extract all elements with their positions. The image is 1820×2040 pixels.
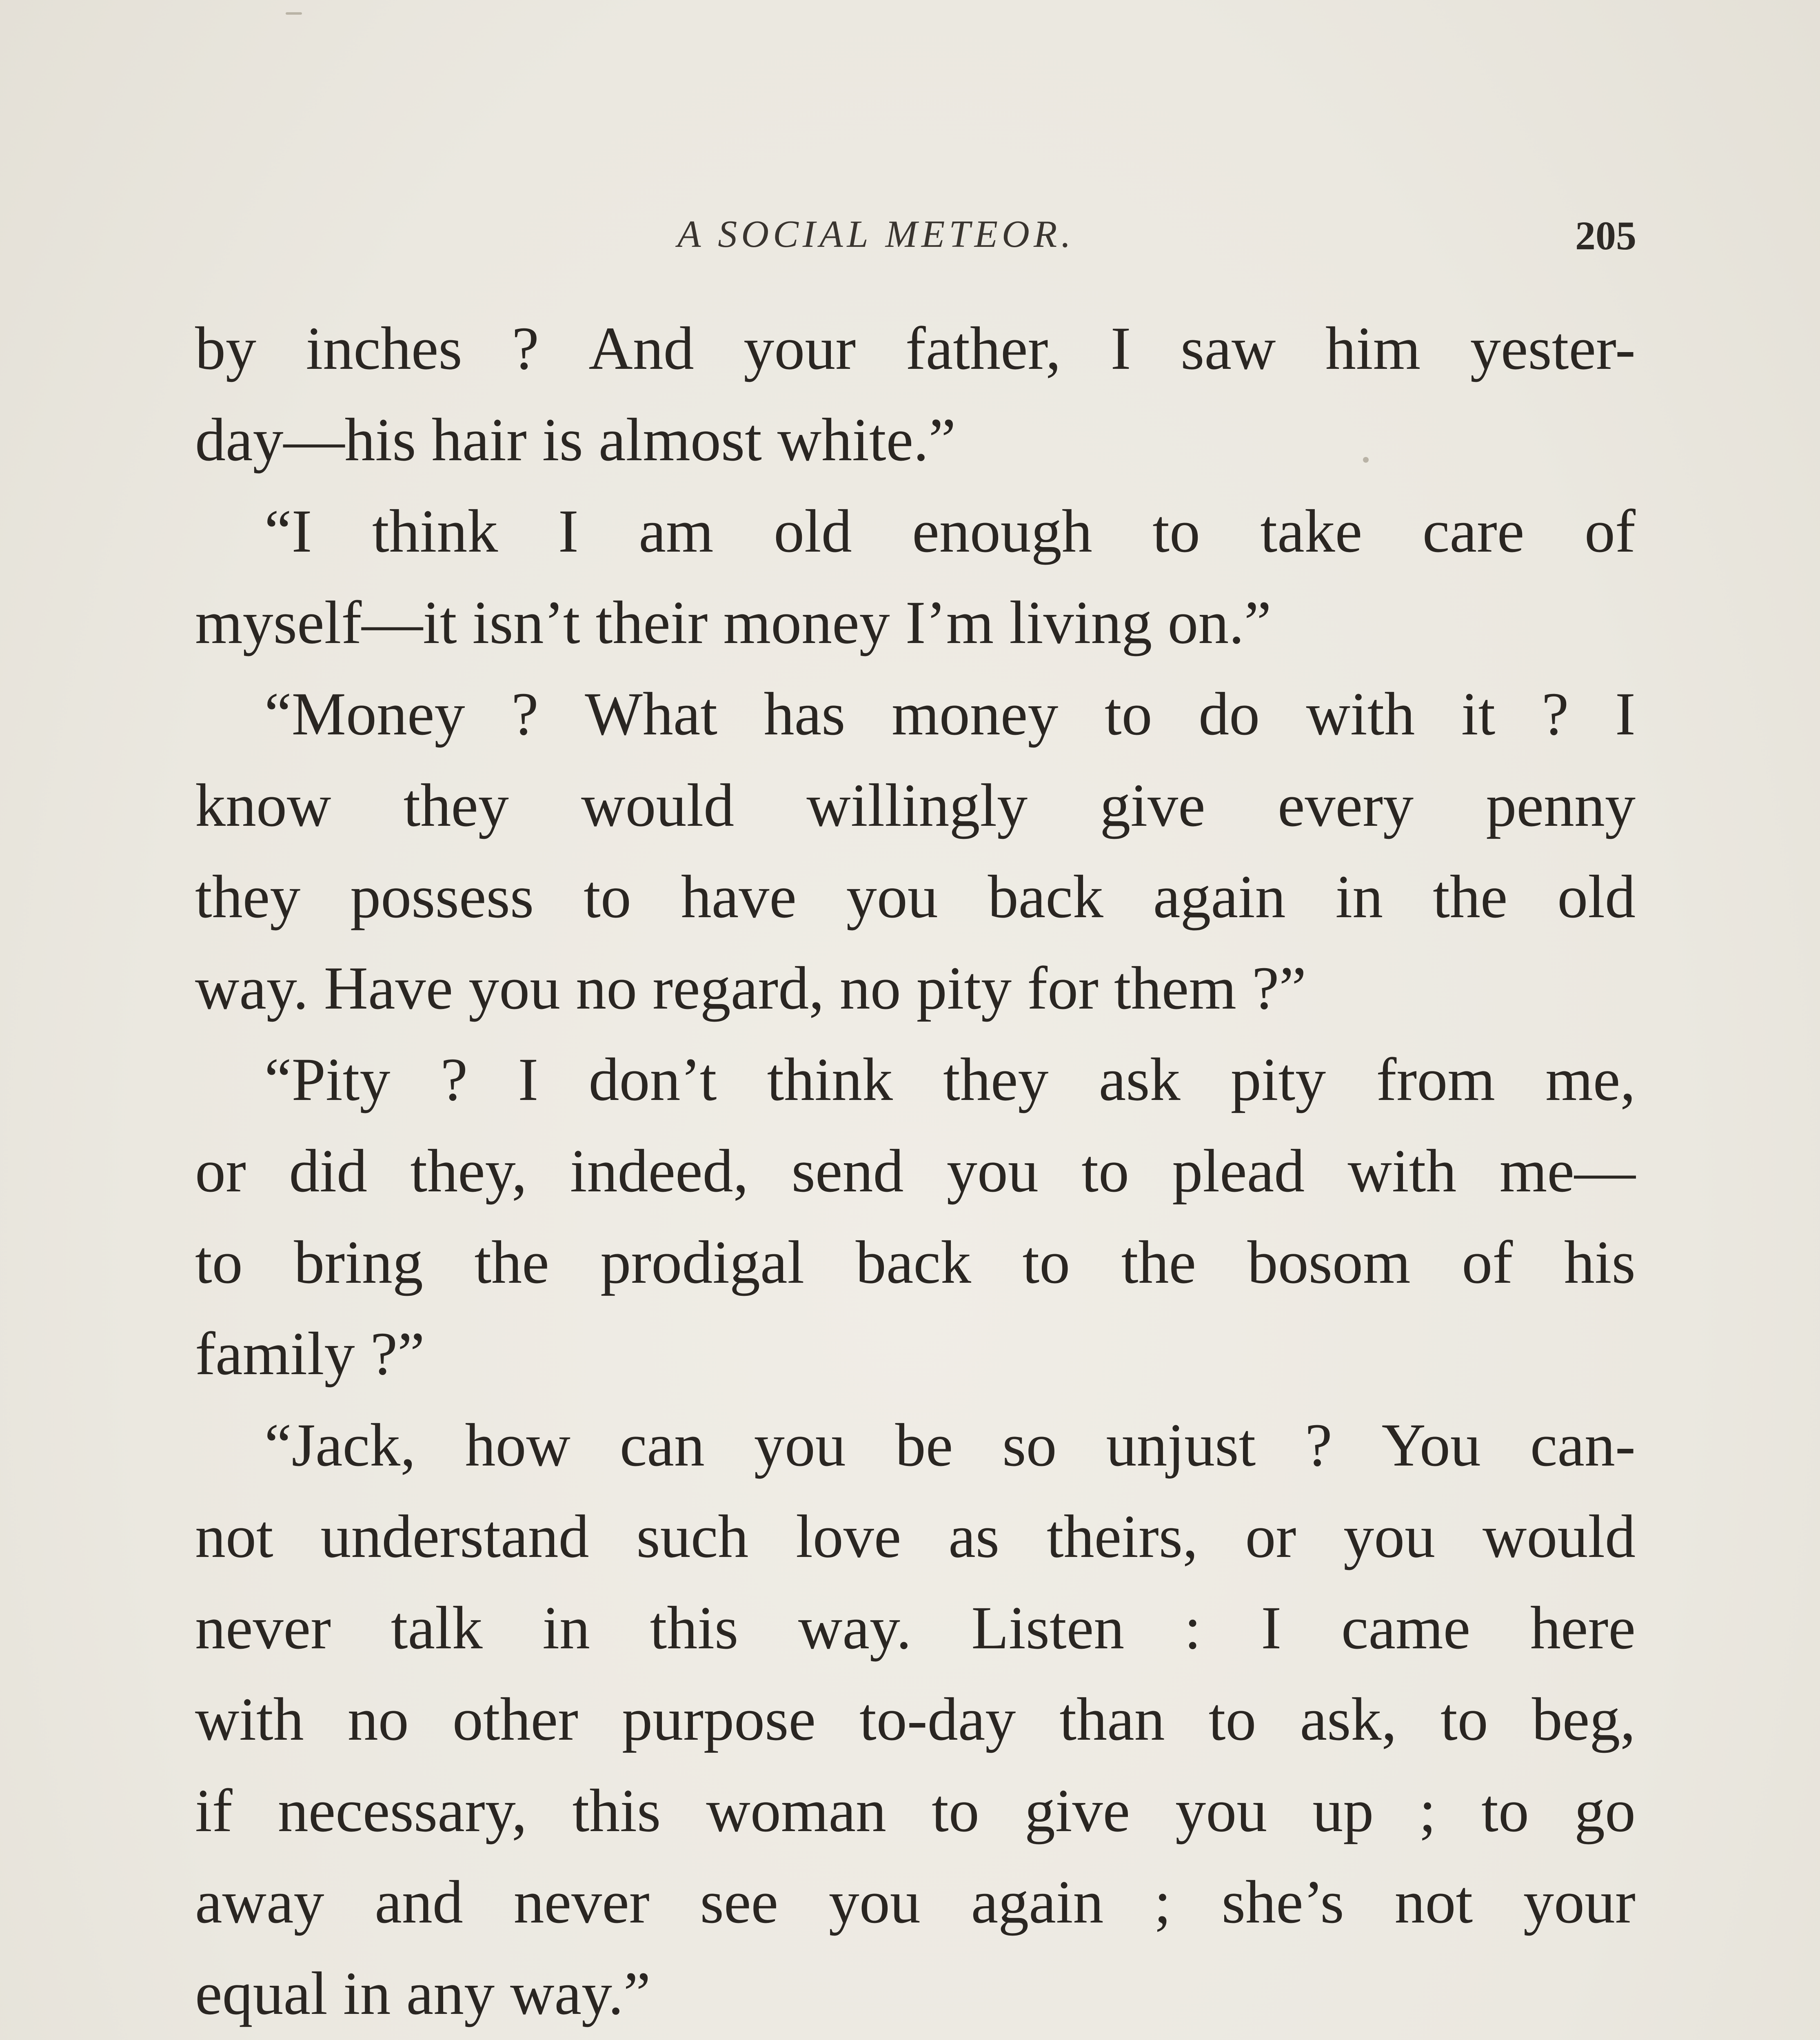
word: Have [324,954,453,1022]
word: way. [798,1594,912,1662]
paper-speck [286,12,302,15]
word: him [1325,315,1421,382]
word: to [1104,680,1152,748]
word: the [1121,1228,1196,1296]
running-title: A SOCIAL METEOR. [677,213,1075,255]
word: no [839,954,901,1022]
word: in [1335,863,1383,931]
word: father, [905,315,1061,382]
word: here [1530,1594,1636,1662]
word: send [791,1137,904,1205]
word: as [948,1503,1000,1570]
word: them [1114,954,1236,1022]
word: has [764,680,846,748]
word: to [584,863,631,931]
word: no [347,1685,409,1753]
text-line [195,1491,1636,1582]
word: give [1100,772,1205,839]
word: again [1153,863,1286,931]
word: your [744,315,856,382]
word: up [1312,1777,1374,1845]
word: theirs, [1046,1503,1198,1570]
word: care [1422,497,1525,565]
text-line [195,486,1636,577]
paper-speck [1363,457,1369,463]
text-line [195,760,1636,851]
word: know [195,772,331,839]
word: money [892,680,1059,748]
text-line [195,1765,1636,1856]
word: regard, [653,954,824,1022]
word: way.” [510,1960,651,2027]
word: so [1002,1411,1057,1479]
word: am [639,497,714,565]
text-line [195,1399,1636,1491]
word: she’s [1221,1868,1344,1936]
word: pity [916,954,1012,1022]
word: to [1208,1685,1256,1753]
word: than [1059,1685,1165,1753]
word: plead [1172,1137,1305,1205]
word: “Pity [264,1046,391,1113]
word: to [1440,1685,1488,1753]
word: not [195,1503,273,1570]
word: indeed, [570,1137,749,1205]
text-line [195,942,1636,1034]
word: bring [294,1228,423,1296]
word: I [558,497,579,565]
word: ?” [1252,954,1307,1022]
word: to [1022,1228,1070,1296]
word: for [1027,954,1099,1022]
word: ? [511,680,539,748]
word: they [195,863,301,931]
word: they [403,772,509,839]
text-line [195,1582,1636,1674]
word: ?” [370,1320,425,1388]
word: pity [1230,1046,1326,1113]
word: woman [706,1777,887,1845]
word: in [542,1594,590,1662]
word: “I [264,497,312,565]
word: “Money [264,680,465,748]
page-number: 205 [1575,213,1636,258]
text-line [195,1034,1636,1125]
word: And [588,315,694,382]
word: take [1260,497,1363,565]
word: me, [1545,1046,1636,1113]
word: think [767,1046,893,1113]
word: ; [1154,1868,1171,1936]
word: to [1152,497,1200,565]
word: money [723,589,890,656]
word: me— [1499,1137,1636,1205]
word: you [1343,1503,1436,1570]
word: the [1433,863,1508,931]
word: is [542,406,583,474]
text-line [195,1856,1636,1948]
word: other [452,1685,579,1753]
word: unjust [1106,1411,1256,1479]
word: they [943,1046,1049,1113]
word: not [1394,1868,1473,1936]
word: never [195,1594,331,1662]
word: by [195,315,256,382]
word: inches [306,315,462,382]
word: myself—it [195,589,457,656]
word: can- [1530,1411,1636,1479]
word: you [828,1868,921,1936]
word: such [636,1503,749,1570]
word: no [576,954,637,1022]
word: if [195,1777,233,1845]
word: ask, [1300,1685,1397,1753]
word: back [855,1228,971,1296]
word: love [796,1503,901,1570]
word: of [1584,497,1636,565]
text-line [195,1948,1636,2039]
word: almost [598,406,762,474]
word: ? [440,1046,468,1113]
word: hair [431,406,527,474]
word: with [1347,1137,1457,1205]
word: this [650,1594,739,1662]
word: go [1574,1777,1636,1845]
word: willingly [806,772,1028,839]
word: don’t [588,1046,717,1113]
word: I [1110,315,1131,382]
word: from [1376,1046,1495,1113]
word: would [581,772,735,839]
word: ask [1099,1046,1181,1113]
word: the [474,1228,549,1296]
word: beg, [1531,1685,1636,1753]
word: day—his [195,406,416,474]
word: be [895,1411,953,1479]
word: or [195,1137,246,1205]
word: every [1277,772,1414,839]
word: their [595,589,708,656]
word: white.” [777,406,956,474]
word: penny [1486,772,1636,839]
text-line [195,1674,1636,1765]
word: You [1381,1411,1481,1479]
word: bosom [1247,1228,1411,1296]
word: how [465,1411,570,1479]
word: “Jack, [264,1411,416,1479]
word: you [946,1137,1039,1205]
word: it [1461,680,1496,748]
word: this [572,1777,661,1845]
word: of [1462,1228,1513,1296]
word: see [700,1868,779,1936]
word: give [1024,1777,1130,1845]
word: to [1481,1777,1529,1845]
word: talk [391,1594,483,1662]
word: back [988,863,1103,931]
word: ? [1541,680,1569,748]
word: old [774,497,852,565]
word: I [1615,680,1636,748]
word: to [195,1228,243,1296]
word: never [513,1868,650,1936]
word: to-day [859,1685,1016,1753]
word: think [372,497,498,565]
word: again [971,1868,1104,1936]
text-line [195,303,1636,394]
word: ; [1419,1777,1436,1845]
word: with [195,1685,304,1753]
word: possess [350,863,534,931]
word: equal [195,1960,328,2027]
text-line [195,1217,1636,1308]
word: way. [195,954,309,1022]
text-line [195,394,1636,486]
word: came [1341,1594,1471,1662]
word: did [289,1137,368,1205]
word: ? [1305,1411,1332,1479]
word: What [585,680,718,748]
text-line [195,851,1636,942]
word: you [468,954,561,1022]
word: you [846,863,938,931]
text-line [195,668,1636,760]
word: with [1306,680,1415,748]
word: Listen [971,1594,1125,1662]
word: I [518,1046,539,1113]
word: on.” [1167,589,1272,656]
word: ? [512,315,539,382]
word: prodigal [600,1228,805,1296]
word: I [1261,1594,1282,1662]
word: necessary, [277,1777,527,1845]
word: your [1523,1868,1636,1936]
text-line [195,1308,1636,1399]
word: I’m [905,589,994,656]
word: they, [410,1137,527,1205]
word: to [1081,1137,1129,1205]
word: can [619,1411,705,1479]
text-line [195,1125,1636,1217]
word: living [1009,589,1152,656]
word: yester- [1470,315,1636,382]
running-head [0,212,1820,261]
word: to [932,1777,979,1845]
word: enough [912,497,1092,565]
word: and [375,1868,463,1936]
word: family [195,1320,355,1388]
word: understand [320,1503,589,1570]
word: any [406,1960,495,2027]
word: saw [1181,315,1276,382]
word: purpose [622,1685,816,1753]
word: you [754,1411,846,1479]
word: you [1175,1777,1267,1845]
word: do [1199,680,1260,748]
word: : [1184,1594,1201,1662]
text-line [195,577,1636,668]
word: would [1482,1503,1636,1570]
word: or [1245,1503,1296,1570]
body-text [195,303,1636,2040]
word: his [1564,1228,1636,1296]
word: in [343,1960,391,2027]
word: old [1557,863,1636,931]
word: isn’t [472,589,580,656]
word: away [195,1868,324,1936]
word: have [681,863,797,931]
